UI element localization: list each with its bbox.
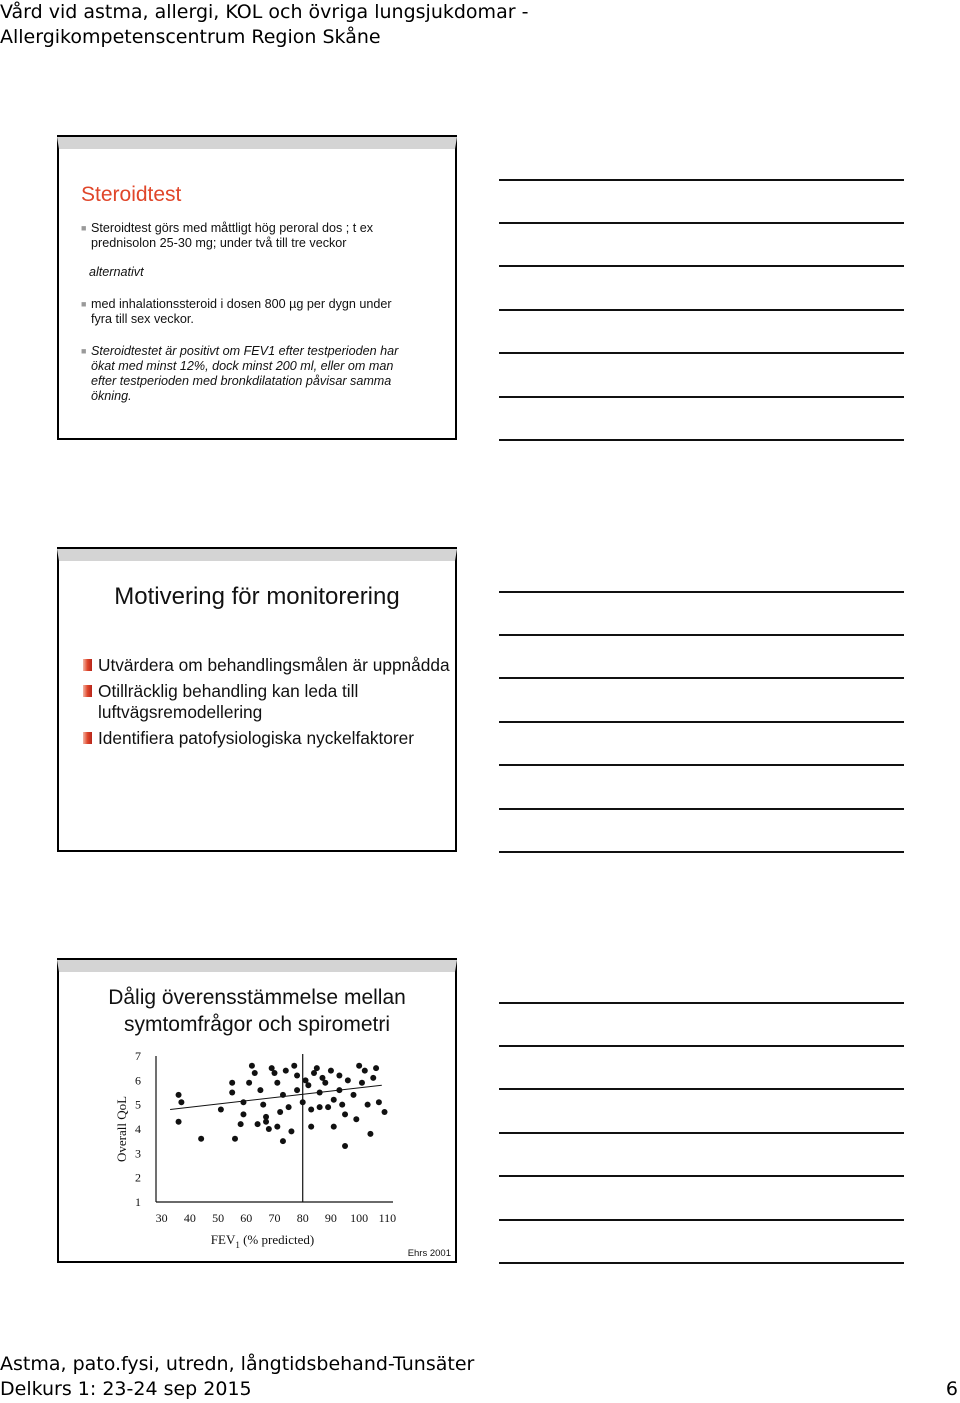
x-tick-label: 40 — [183, 1211, 196, 1225]
data-point — [382, 1109, 388, 1115]
note-line — [499, 1219, 904, 1221]
data-point — [280, 1138, 286, 1144]
data-point — [272, 1070, 278, 1076]
data-point — [314, 1065, 320, 1071]
data-point — [291, 1063, 297, 1069]
slide-title: Motivering för monitorering — [114, 583, 400, 610]
data-point — [240, 1111, 246, 1117]
note-line — [499, 677, 904, 679]
data-point — [365, 1102, 371, 1108]
slide-motivering — [57, 549, 457, 852]
scatter-chart — [111, 1048, 401, 1258]
data-point — [178, 1099, 184, 1105]
bullet-list — [83, 655, 453, 753]
data-point — [260, 1102, 266, 1108]
page-footer — [0, 1352, 960, 1402]
x-tick-label: 100 — [350, 1211, 369, 1225]
slide-steroidtest — [57, 137, 457, 440]
data-point — [351, 1092, 357, 1098]
y-tick-label: 3 — [135, 1146, 141, 1161]
data-point — [238, 1121, 244, 1127]
data-point — [353, 1116, 359, 1122]
y-tick-label: 7 — [135, 1049, 141, 1063]
note-line — [499, 309, 904, 311]
note-line — [499, 721, 904, 723]
data-point — [286, 1104, 292, 1110]
alternative-text: alternativt — [89, 265, 144, 279]
data-point — [367, 1131, 373, 1137]
data-point — [240, 1099, 246, 1105]
data-point — [342, 1111, 348, 1117]
note-line — [499, 591, 904, 593]
data-point — [308, 1107, 314, 1113]
bullet-item: ■ med inhalationssteroid i dosen 800 µg per dygn under fyra till sex veckor. — [81, 297, 392, 326]
slide-title: Dålig överensstämmelse mellan symtomfrågor och spirometri — [108, 986, 406, 1036]
list-item: Utvärdera om behandlingsmålen är uppnådda — [83, 655, 453, 677]
x-tick-label: 80 — [296, 1211, 309, 1225]
data-point — [252, 1070, 258, 1076]
data-point — [280, 1092, 286, 1098]
x-tick-label: 50 — [212, 1211, 225, 1225]
data-point — [232, 1136, 238, 1142]
bullet-square-icon — [83, 659, 92, 671]
bullet-item: ■ Steroidtest görs med måttligt hög peroral dos ; t ex prednisolon 25-30 mg; under två till tre veckor — [81, 221, 374, 250]
data-point — [229, 1090, 235, 1096]
header-line-2: Allergikompetenscentrum Region Skåne — [0, 26, 381, 48]
bullet-square-icon — [83, 732, 92, 744]
data-point — [246, 1080, 252, 1086]
data-point — [288, 1128, 294, 1134]
data-point — [331, 1124, 337, 1130]
data-point — [300, 1099, 306, 1105]
list-item: Otillräcklig behandling kan leda till luftvägsremodellering — [83, 681, 453, 724]
data-point — [370, 1075, 376, 1081]
data-point — [266, 1126, 272, 1132]
note-line — [499, 265, 904, 267]
data-point — [249, 1063, 255, 1069]
data-point — [359, 1080, 365, 1086]
page-header — [0, 0, 528, 50]
slide-title: Steroidtest — [81, 183, 182, 206]
data-point — [317, 1104, 323, 1110]
y-tick-label: 2 — [135, 1170, 141, 1185]
source-credit: Ehrs 2001 — [407, 1248, 451, 1259]
note-line — [499, 1262, 904, 1264]
page-number: 6 — [945, 1378, 958, 1400]
note-line — [499, 1132, 904, 1134]
data-point — [317, 1090, 323, 1096]
x-tick-label: 90 — [324, 1211, 337, 1225]
data-point — [322, 1080, 328, 1086]
y-tick-label: 5 — [135, 1097, 141, 1112]
data-point — [274, 1124, 280, 1130]
y-tick-label: 6 — [135, 1073, 141, 1088]
footer-line-2: Delkurs 1: 23-24 sep 2015 — [0, 1378, 252, 1400]
y-tick-label: 4 — [135, 1122, 141, 1136]
note-line — [499, 764, 904, 766]
note-line — [499, 634, 904, 636]
data-point — [176, 1119, 182, 1125]
bullet-item: ■ Steroidtestet är positivt om FEV1 efter testperioden har ökat med minst 12%, dock minst 200 ml, eller om man efter testperioden med bronkdilatation påvisar samma ökning. — [81, 344, 399, 403]
data-point — [328, 1068, 334, 1074]
bullet-dot-icon: ■ — [81, 299, 87, 309]
note-line — [499, 179, 904, 181]
data-point — [274, 1080, 280, 1086]
bullet-dot-icon: ■ — [81, 223, 87, 233]
data-point — [218, 1107, 224, 1113]
data-point — [308, 1124, 314, 1130]
x-tick-label: 60 — [240, 1211, 253, 1225]
data-point — [345, 1077, 351, 1083]
trend-line — [170, 1085, 382, 1109]
note-line — [499, 396, 904, 398]
bullet-square-icon — [83, 685, 92, 697]
data-point — [342, 1143, 348, 1149]
data-point — [336, 1087, 342, 1093]
y-axis-label: Overall QoL — [114, 1095, 129, 1163]
data-point — [373, 1065, 379, 1071]
list-item: Identifiera patofysiologiska nyckelfaktorer — [83, 728, 453, 750]
x-axis-label: $FEV_1$ (% predicted) — [210, 1232, 315, 1250]
x-tick-label: 70 — [268, 1211, 281, 1225]
data-point — [336, 1072, 342, 1078]
note-line — [499, 808, 904, 810]
note-line — [499, 222, 904, 224]
data-point — [229, 1080, 235, 1086]
note-line — [499, 439, 904, 441]
data-point — [277, 1109, 283, 1115]
x-tick-label: 30 — [155, 1211, 168, 1225]
x-tick-label: 110 — [378, 1211, 397, 1225]
note-line — [499, 1002, 904, 1004]
data-point — [331, 1097, 337, 1103]
header-line-1: Vård vid astma, allergi, KOL och övriga lungsjukdomar - — [0, 1, 529, 23]
data-point — [176, 1092, 182, 1098]
note-line — [499, 1045, 904, 1047]
data-point — [294, 1087, 300, 1093]
note-line — [499, 352, 904, 354]
y-tick-label: 1 — [135, 1195, 141, 1209]
footer-line-1: Astma, pato.fysi, utredn, långtidsbehand-Tunsäter — [0, 1353, 475, 1375]
data-point — [198, 1136, 204, 1142]
data-point — [339, 1102, 345, 1108]
data-point — [356, 1063, 362, 1069]
data-point — [294, 1072, 300, 1078]
slide-overensstammelse — [57, 960, 457, 1263]
data-point — [376, 1099, 382, 1105]
note-line — [499, 1088, 904, 1090]
data-point — [283, 1068, 289, 1074]
data-point — [325, 1104, 331, 1110]
data-point — [255, 1121, 261, 1127]
data-point — [362, 1068, 368, 1074]
bullet-dot-icon: ■ — [81, 346, 87, 356]
data-point — [305, 1082, 311, 1088]
data-point — [263, 1119, 269, 1125]
note-line — [499, 851, 904, 853]
note-line — [499, 1175, 904, 1177]
data-point — [257, 1087, 263, 1093]
